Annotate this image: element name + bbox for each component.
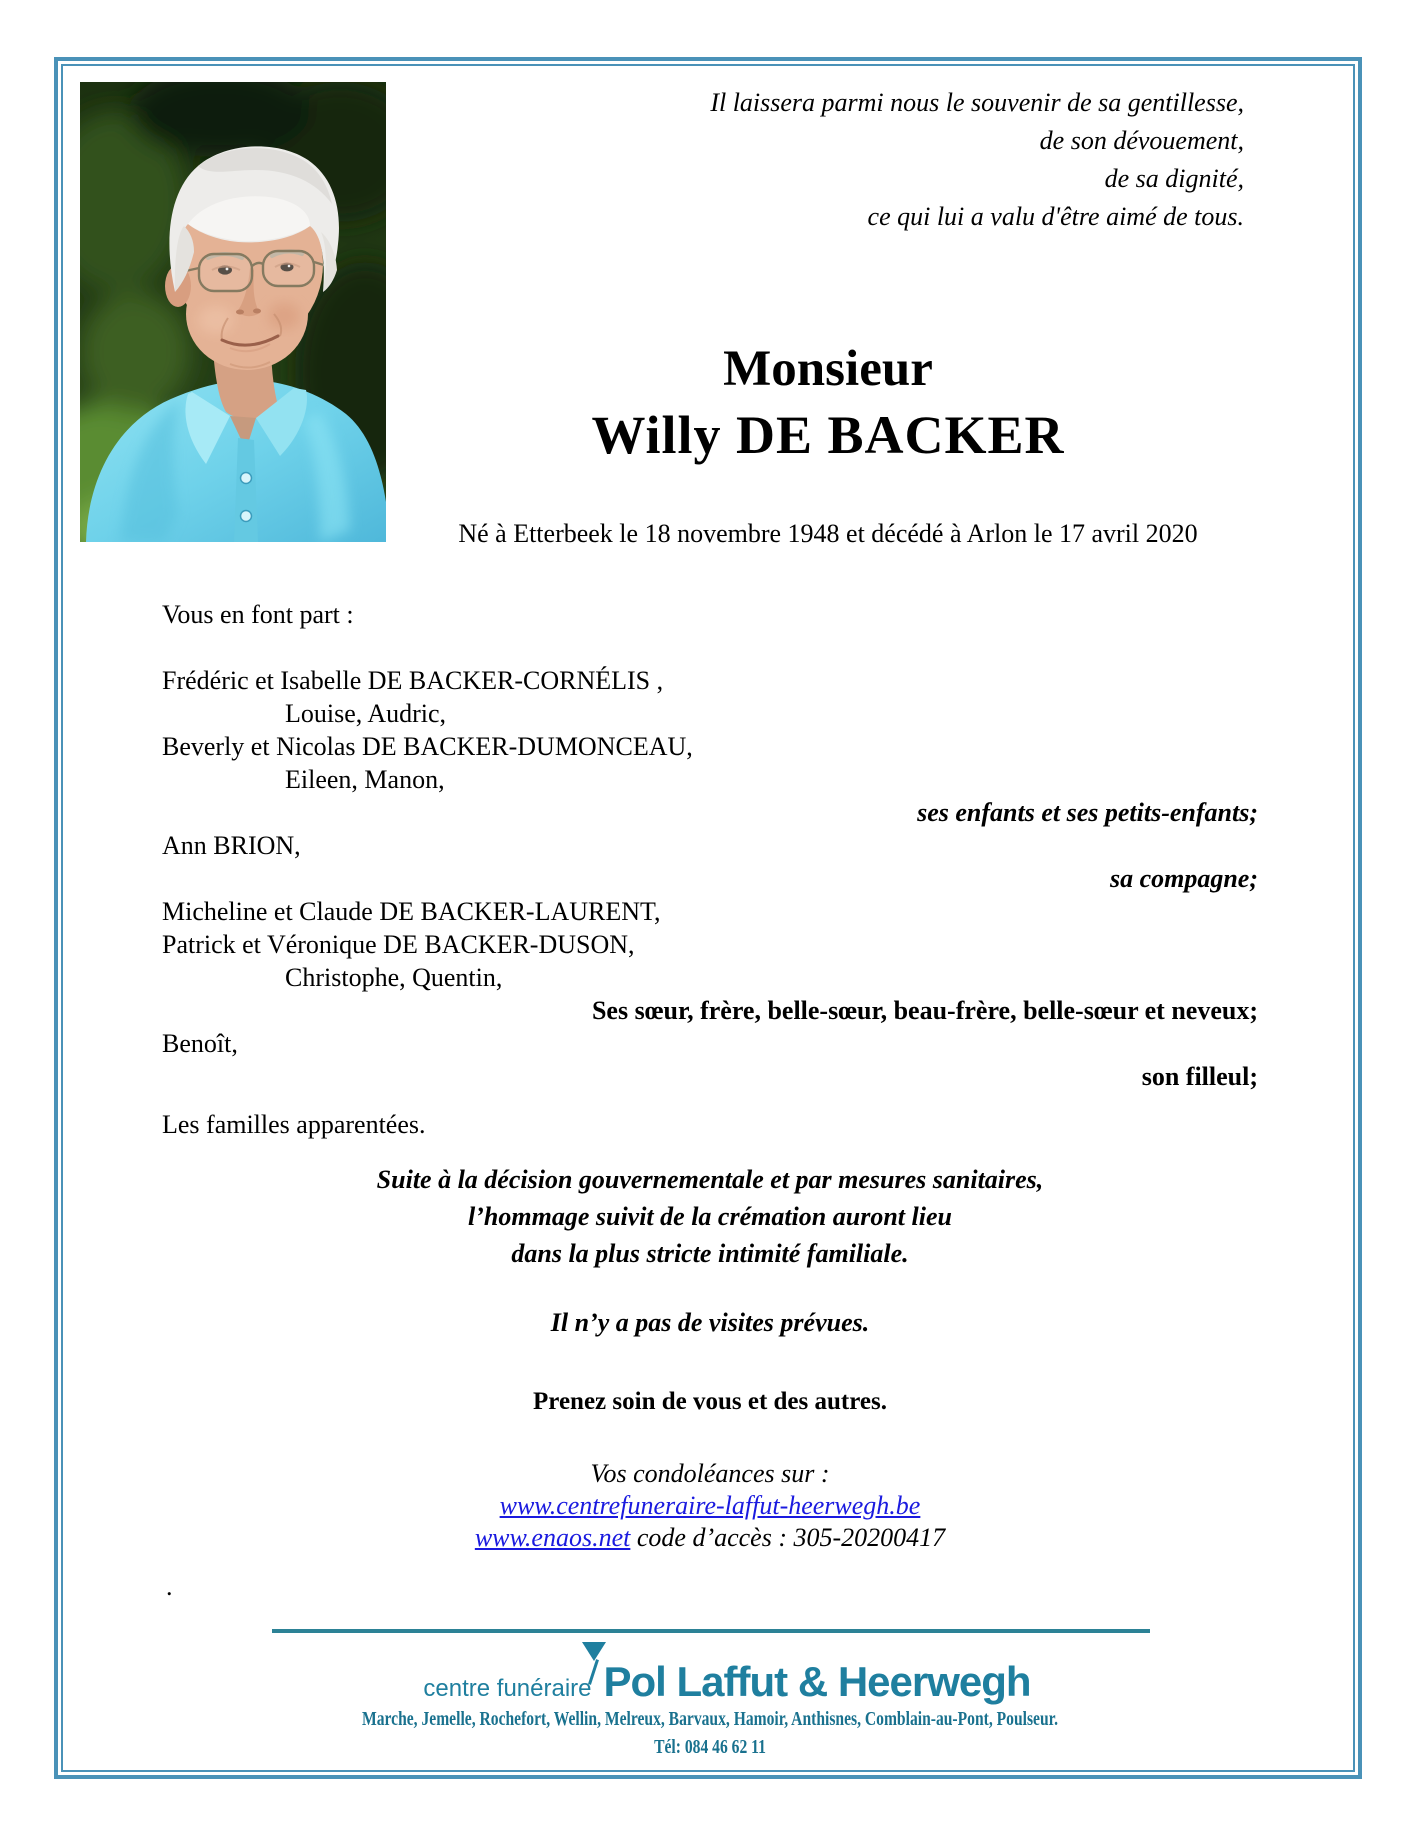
family-list [162, 664, 1258, 1141]
family-list-line: sa compagne; [1109, 864, 1258, 893]
family-list-line: Patrick et Véronique DE BACKER-DUSON, [162, 930, 635, 959]
ceremony-notice [162, 1161, 1258, 1272]
epitaph-line: Il laissera parmi nous le souvenir de sa gentillesse, [710, 88, 1244, 117]
ceremony-notice-line: Suite à la décision gouvernementale et par mesures sanitaires, [376, 1165, 1044, 1194]
care-line: Prenez soin de vous et des autres. [533, 1388, 887, 1415]
family-list-line: son filleul; [1141, 1062, 1258, 1091]
salutation: Monsieur [723, 341, 933, 397]
family-list-line: Eileen, Manon, [285, 765, 445, 794]
announcement [162, 598, 1258, 1141]
family-list-line: Ses sœur, frère, belle-sœur, beau-frère, belle-sœur et neveux; [591, 996, 1258, 1025]
ceremony-notice-line: dans la plus stricte intimité familiale. [511, 1239, 909, 1268]
no-visits-line: Il n’y a pas de visites prévues. [550, 1308, 870, 1337]
epitaph-line: ce qui lui a valu d'être aimé de tous. [867, 202, 1244, 231]
funeral-home-cities: Marche, Jemelle, Rochefort, Wellin, Melreux, Barvaux, Hamoir, Anthisnes, Comblain-au-Pont, Poulseur. [361, 1708, 1059, 1730]
condolences-intro: Vos condoléances sur : [590, 1459, 830, 1488]
brand-name-wrap [604, 1660, 1031, 1704]
ceremony-notice-line: l’hommage suivit de la crémation auront lieu [468, 1202, 952, 1231]
stray-period: . [166, 1572, 173, 1601]
condolences-link2-line [162, 1522, 1258, 1554]
epitaph [710, 84, 1244, 236]
brand-name: Pol Laffut & Heerwegh [603, 1658, 1031, 1705]
condolences-link1-line [162, 1490, 1258, 1522]
access-code-text: code d’accès : 305-20200417 [630, 1523, 946, 1552]
footer-divider [272, 1629, 1150, 1633]
family-list-line: ses enfants et ses petits-enfants; [917, 798, 1258, 827]
family-list-line: Frédéric et Isabelle DE BACKER-CORNÉLIS , [162, 666, 664, 695]
family-list-line: Benoît, [162, 1029, 238, 1058]
logo-triangle-icon [582, 1642, 606, 1661]
family-list-line: Ann BRION, [162, 831, 301, 860]
brand-prefix: centre funéraire [423, 1675, 592, 1702]
condolences [162, 1458, 1258, 1554]
deceased-title [386, 338, 1270, 470]
family-list-line: Christophe, Quentin, [285, 963, 503, 992]
birth-death-line: Né à Etterbeek le 18 novembre 1948 et décédé à Arlon le 17 avril 2020 [458, 519, 1198, 548]
portrait-photo [80, 82, 386, 542]
funeral-home-website-link[interactable]: www.centrefuneraire-laffut-heerwegh.be [499, 1491, 921, 1520]
family-list-line: Micheline et Claude DE BACKER-LAURENT, [162, 897, 661, 926]
funeral-home-phone: Tél: 084 46 62 11 [654, 1736, 766, 1758]
enaos-link[interactable]: www.enaos.net [474, 1523, 631, 1552]
announcement-intro: Vous en font part : [162, 600, 354, 629]
family-list-line: Les familles apparentées. [162, 1110, 426, 1139]
funeral-home-logo [162, 1660, 1258, 1704]
family-list-line: Beverly et Nicolas DE BACKER-DUMONCEAU, [162, 732, 693, 761]
family-list-line: Louise, Audric, [285, 699, 447, 728]
deceased-name: Willy DE BACKER [591, 405, 1065, 465]
epitaph-line: de son dévouement, [1039, 126, 1244, 155]
epitaph-line: de sa dignité, [1104, 164, 1244, 193]
